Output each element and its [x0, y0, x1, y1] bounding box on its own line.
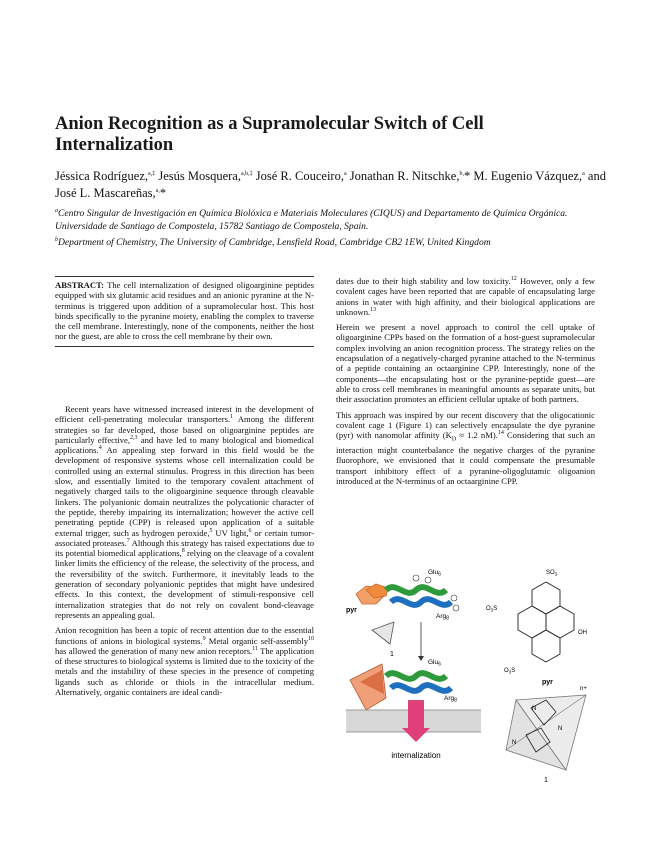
- svg-text:N: N: [532, 706, 537, 712]
- paper-title: Anion Recognition as a Supramolecular Switch of Cell Internalization: [55, 114, 484, 155]
- svg-text:Glu6: Glu$_6$: [428, 659, 441, 668]
- pyr-label: pyr: [346, 607, 357, 614]
- svg-text:N: N: [558, 726, 563, 732]
- svg-text:1: 1: [544, 777, 548, 784]
- abstract-text: The cell internalization of designed oligoarginine peptides equipped with six glutamic acid residues and an anionic pyranine at the N-terminus is triggered upon addition of a supramolecular host. This host binds specifically to the pyranine moiety, enabling the complex to traverse the cell membrane. Interestingly, none of the components, neither the host nor the guest, are able to cross the cell membrane by their own.: [55, 280, 314, 342]
- author-name: * M. Eugenio Vázquez,: [463, 169, 583, 183]
- svg-text:N: N: [512, 740, 517, 746]
- paragraph: This approach was inspired by our recent discovery that the oligocationic covalent cage 1 (Figure 1) can selectively encapsulate the dye pyranine (pyr) with nanomolar affinity ($K_D \approx 1.2$ nM).$^{14}$ Considering that such an interaction might counterbalance the negative charges of the pyranine fluorophore, we envisioned that it could compensate the presumable transport inhibitory effect of a pyranine-oligoglutamic oligoanion introduced at the N-terminus of an octaarginine CPP.: [336, 409, 596, 487]
- paragraph: Herein we present a novel approach to control the cell uptake of oligoarginine CPPs based on the formation of a host-guest supramolecular complex involving an anion recognition process. The strategy relies on the encapsulation of a negatively-charged pyranine attached to the N-terminus of a peptide containing an octaarginine CPP. Interestingly, none of the components—the encapsulating host or the pyranine-peptide guest—are able to cross cell membranes in meaningful amounts as separate units, but their association promotes an efficient cellular uptake of both partners.: [336, 322, 595, 405]
- author-name: Jéssica Rodríguez,: [55, 169, 149, 183]
- paragraph: dates due to their high stability and low toxicity.$^{12}$ However, only a few covalent cages have been reported that are capable of encapsulating large anions in water with high affinity, and their biological applications are unknown.$^{13}$: [336, 276, 595, 317]
- internalization-label: internalization: [391, 751, 441, 760]
- paragraph: Recent years have witnessed increased interest in the development of efficient cell-penetrating molecular transporters.$^1$ Among the different strategies so far developed, those based on oligoarginine peptides are particularly effective,$^{2,3}$ and have led to many biological and biomedical applications.$^4$ An appealing step forward in this field would be the development of responsive systems whose cell internalization could be controlled using an external stimulus. Progress in this direction has been slow, and essentially limited to the temporary covalent attachment of negatively charged tails to the oligoarginine sequence through cleavable linkers. The polyanionic domain neutralizes the polycationic character of the peptide, thereby impairing its internalization; however the active cell penetrating peptide (CPP) is released upon application of a suitable external trigger, such as hydrogen peroxide,$^5$ UV light,$^6$ or certain tumor-associated proteases.$^7$ Although this strategy has raised expectations due to its potential biomedical applications,$^8$ relying on the cleavage of a covalent linker limits the efficiency of the release, the selectivity of the process, and the reversibility of the switch. Furthermore, it inevitably leads to the generation of secondary polyanionic peptides that might have undesired effects. In this context, the development of stimuli-responsive cell internalization strategies that do not rely on covalent bond-cleavage represents an appealing goal.: [55, 404, 314, 620]
- author-name: Jonathan R. Nitschke,: [346, 169, 460, 183]
- svg-text:OH: OH: [578, 630, 587, 636]
- cage-1-structure: [506, 686, 587, 784]
- complex-membrane-schematic: [346, 659, 481, 760]
- body-right-column: [336, 276, 595, 491]
- author-name: and José L. Mascareñas,: [55, 169, 606, 200]
- body-left-column: [55, 404, 314, 702]
- cage-1-small: [372, 622, 424, 661]
- svg-text:Arg8: Arg$_8$: [444, 695, 457, 704]
- author-name: Jesús Mosquera,: [155, 169, 241, 183]
- figure-1: [336, 560, 596, 785]
- svg-text:n+: n+: [580, 686, 587, 692]
- paragraph: Anion recognition has been a topic of recent attention due to the essential functions of anions in biological systems.$^9$ Metal organic self-assembly$^{10}$ has allowed the generation of many new anion receptors.$^{11}$ The application of these structures to biological systems is limited due to the toxicity of the metals and the instability of these species in the presence of competing ligands such as chloride or thiols in the intracellular medium. Alternatively, organic containers are ideal candi-: [55, 625, 314, 698]
- svg-text:1: 1: [390, 651, 394, 658]
- svg-text:pyr: pyr: [542, 679, 553, 686]
- affiliation-b: $^b$Department of Chemistry, The University of Cambridge, Lensfield Road, Cambridge CB2 1EW, United Kingdom: [55, 236, 491, 248]
- svg-text:O3S: $O_3S$: [486, 606, 498, 613]
- author-list: Jéssica Rodríguez,$^{a,\ddagger}$ Jesús Mosquera,$^{a,b,\ddagger}$ José R. Couceiro,$^a$ Jonathan R. Nitschke,$^{b,}$* M. Eugenio Vázquez,$^a$ and José L. Mascareñas,$^{a,}$*: [55, 169, 606, 200]
- pyranine-structure: [486, 570, 587, 686]
- svg-text:Arg8: Arg$_8$: [436, 613, 449, 622]
- author-name: José R. Couceiro,: [252, 169, 344, 183]
- abstract: [55, 276, 314, 347]
- svg-text:Glu6: Glu$_6$: [428, 569, 441, 578]
- affiliation-a: $^a$Centro Singular de Investigación en Química Biolóxica e Materiais Moleculares (CIQUS) and Departamento de Química Orgánica. Universidade de Santiago de Compostela, 15782 Santiago de Compostela, Spain.: [55, 207, 568, 232]
- figure-1-graphic: [336, 560, 596, 785]
- abstract-label: ABSTRACT:: [55, 280, 105, 290]
- svg-text:SO3: $SO_3$: [546, 570, 558, 577]
- svg-text:O3S: $O_3S$: [504, 668, 516, 675]
- pyr-peptide-schematic: [346, 569, 459, 622]
